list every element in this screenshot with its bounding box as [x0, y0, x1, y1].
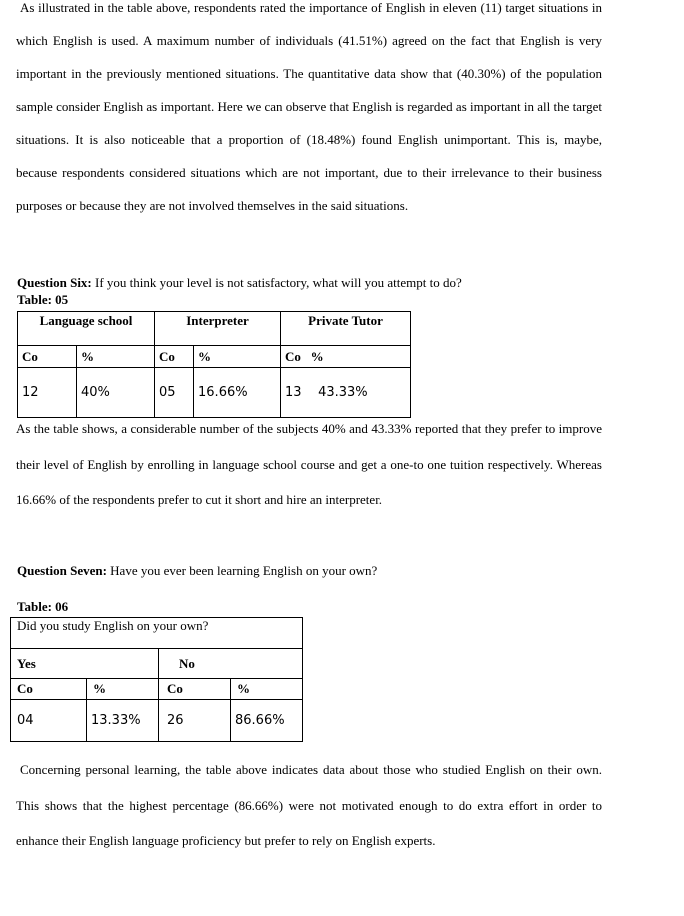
paragraph-table-05-analysis: As the table shows, a considerable number of the subjects 40% and 43.33% reported that they prefer to improve their level of English by enrolling in language school course and get a one-to one tuition respectively. Whereas 16.66% of the respondents prefer to cut it short and hire an interpreter. — [16, 421, 602, 507]
header-interpreter: Interpreter — [155, 312, 281, 346]
value-yes-percent: 13.33% — [87, 700, 159, 742]
value-yes-co: 04 — [11, 700, 87, 742]
header-private-tutor: Private Tutor — [281, 312, 411, 346]
question-seven-text: Have you ever been learning English on your own? — [106, 563, 378, 578]
paragraph-importance-results: As illustrated in the table above, respondents rated the importance of English in eleven (11) target situations in which English is used. A maximum number of individuals (41.51%) agreed on the fact that English is very important in the previously mentioned situations. The quantitative data show that (40.30%) of the population sample consider English as important. Here we can observe that English is regarded as important in all the target situations. It is also noticeable that a proportion of (18.48%) found English unimportant. This is, maybe, because respondents considered situations which are not important, due to their irrelevance to their business purposes or because they are not involved themselves in the said situations. — [16, 0, 602, 213]
sub-co-percent-tutor: Co % — [281, 346, 411, 368]
table-06 — [10, 617, 303, 742]
table-06-title: Did you study English on your own? — [11, 618, 303, 649]
sub-co-yes: Co — [11, 679, 87, 700]
header-language-school: Language school — [18, 312, 155, 346]
question-seven — [17, 563, 377, 579]
question-seven-label: Question Seven: — [17, 563, 107, 578]
value-no-co: 26 — [159, 700, 231, 742]
question-six-label: Question Six: — [17, 275, 92, 290]
question-six-text: If you think your level is not satisfactory, what will you attempt to do? — [91, 275, 462, 290]
value-interpreter-co: 05 — [155, 368, 194, 418]
sub-percent-no: % — [231, 679, 303, 700]
sub-co-no: Co — [159, 679, 231, 700]
sub-co-interpreter: Co — [155, 346, 194, 368]
value-language-co: 12 — [18, 368, 77, 418]
sub-percent-yes: % — [87, 679, 159, 700]
sub-percent-interpreter: % — [194, 346, 281, 368]
paragraph-table-06-analysis: Concerning personal learning, the table above indicates data about those who studied English on their own. This shows that the highest percentage (86.66%) were not motivated enough to do extra effort in order to enhance their English language proficiency but prefer to rely on English experts. — [16, 762, 602, 848]
table-05 — [17, 311, 411, 418]
sub-co-language: Co — [18, 346, 77, 368]
value-interpreter-percent: 16.66% — [194, 368, 281, 418]
header-yes: Yes — [11, 649, 159, 679]
value-language-percent: 40% — [77, 368, 155, 418]
table-05-caption: Table: 05 — [17, 292, 69, 307]
value-tutor: 13 43.33% — [281, 368, 411, 418]
sub-percent-language: % — [77, 346, 155, 368]
table-06-caption: Table: 06 — [17, 599, 69, 614]
header-no: No — [159, 649, 303, 679]
question-six — [17, 275, 462, 291]
value-no-percent: 86.66% — [231, 700, 303, 742]
